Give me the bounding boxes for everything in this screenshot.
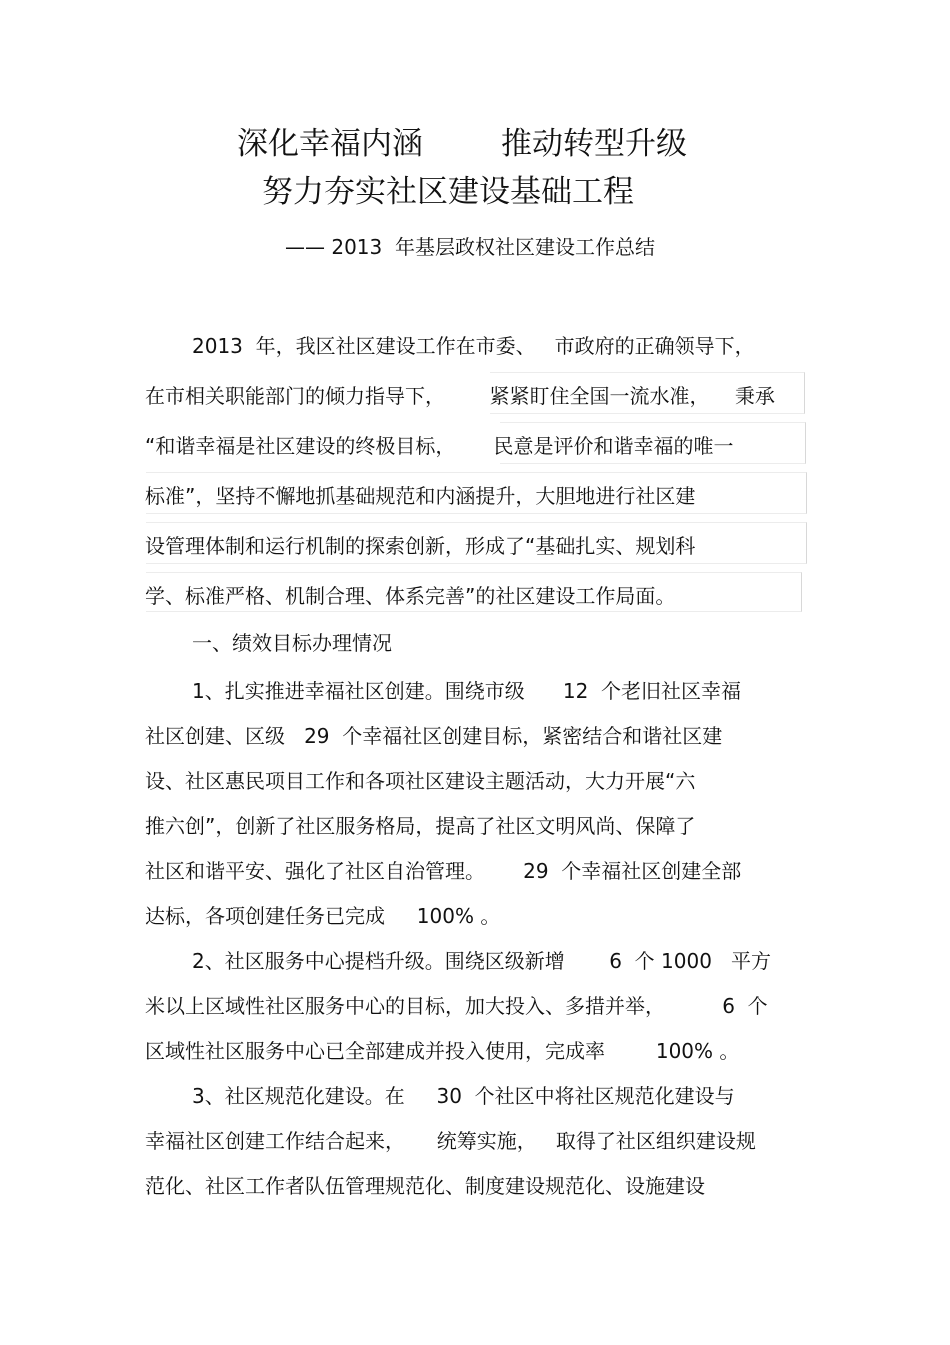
body-line: 1、扎实推进幸福社区创建。围绕市级 12 个老旧社区幸福: [192, 679, 742, 703]
title-line-2: 努力夯实社区建设基础工程: [262, 174, 634, 210]
body-line: 设、社区惠民项目工作和各项社区建设主题活动，大力开展“六: [145, 769, 696, 793]
body-line: 范化、社区工作者队伍管理规范化、制度建设规范化、设施建设: [145, 1174, 705, 1198]
title-line-1-left: 深化幸福内涵: [237, 126, 423, 162]
body-line: 3、社区规范化建设。在 30 个社区中将社区规范化建设与: [192, 1084, 735, 1108]
body-line: 社区创建、区级 29 个幸福社区创建目标，紧密结合和谐社区建: [145, 724, 723, 748]
subtitle: —— 2013 年基层政权社区建设工作总结: [285, 235, 655, 259]
body-line: 推六创”，创新了社区服务格局，提高了社区文明风尚、保障了: [145, 814, 696, 838]
body-line: 幸福社区创建工作结合起来， 统筹实施， 取得了社区组织建设规: [145, 1129, 756, 1153]
body-line: 达标，各项创建任务已完成 100% 。: [145, 904, 501, 928]
body-line: 设管理体制和运行机制的探索创新，形成了“基础扎实、规划科: [145, 534, 696, 558]
body-line: 区域性社区服务中心已全部建成并投入使用，完成率 100% 。: [145, 1039, 740, 1063]
body-line: 社区和谐平安、强化了社区自治管理。 29 个幸福社区创建全部: [145, 859, 742, 883]
title-line-1-right: 推动转型升级: [501, 126, 687, 162]
section-heading: 一、绩效目标办理情况: [192, 631, 392, 655]
body-line: 学、标准严格、机制合理、体系完善”的社区建设工作局面。: [145, 584, 676, 608]
body-line: “和谐幸福是社区建设的终极目标， 民意是评价和谐幸福的唯一: [145, 434, 734, 458]
body-line: 米以上区域性社区服务中心的目标，加大投入、多措并举， 6 个: [145, 994, 768, 1018]
body-line: 2、社区服务中心提档升级。围绕区级新增 6 个 1000 平方: [192, 949, 771, 973]
body-line: 在市相关职能部门的倾力指导下， 紧紧盯住全国一流水准， 秉承: [145, 384, 775, 408]
body-line: 2013 年，我区社区建设工作在市委、 市政府的正确领导下，: [192, 334, 755, 358]
body-line: 标准”，坚持不懈地抓基础规范和内涵提升，大胆地进行社区建: [145, 484, 696, 508]
